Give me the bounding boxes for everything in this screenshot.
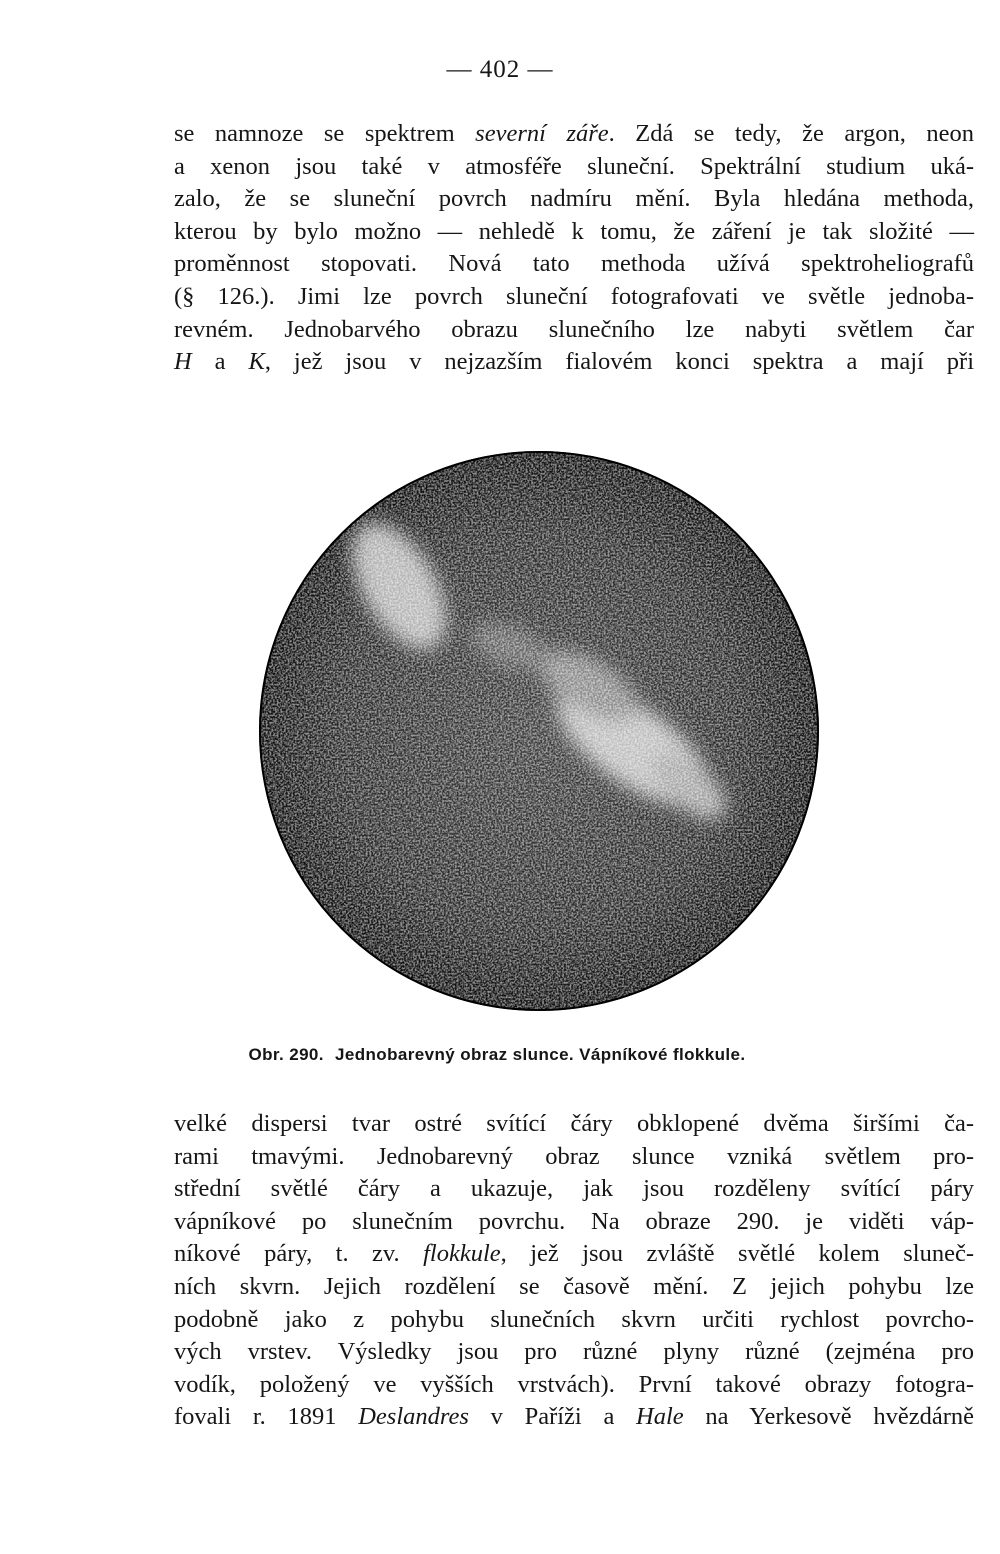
text-line: vých vrstev. Výsledky jsou pro různé plyny různé (zejména pro — [174, 1338, 974, 1366]
italic-term: H — [174, 348, 192, 376]
text-line — [174, 1401, 974, 1434]
text-line: (§ 126.). Jimi lze povrch sluneční fotografovati ve světle jednoba- — [174, 282, 974, 310]
text-line: zalo, že se sluneční povrch nadmíru mění. Byla hledána methoda, — [174, 185, 974, 213]
italic-term: K — [248, 348, 265, 376]
paragraph-bottom — [174, 1108, 974, 1434]
text-line: revném. Jednobarvého obrazu slunečního lze nabyti světlem čar — [174, 315, 974, 343]
text-run: fovali r. 1891 — [174, 1403, 359, 1431]
italic-name: Hale — [636, 1403, 684, 1431]
text-run: v Paříži a — [468, 1403, 637, 1431]
sun-spectroheliogram-image — [259, 446, 819, 1016]
page-number: — 402 — — [446, 56, 554, 83]
text-line: proměnnost stopovati. Nová tato methoda užívá spektroheliografů — [174, 250, 974, 278]
text-line: rami tmavými. Jednobarevný obraz slunce vzniká světlem pro- — [174, 1142, 974, 1170]
sun-disk-photo — [259, 446, 819, 1016]
text-line: vodík, položený ve vyšších vrstvách). První takové obrazy fotogra- — [174, 1370, 974, 1398]
text-run: , jež jsou zvláště světlé kolem sluneč- — [500, 1240, 974, 1268]
text-line: podobně jako z pohybu slunečních skvrn určiti rychlost povrcho- — [174, 1305, 974, 1333]
text-run: . Zdá se tedy, že argon, neon — [608, 120, 974, 147]
text-run: a — [191, 348, 249, 376]
italic-name: Deslandres — [358, 1403, 469, 1431]
text-line: ních skvrn. Jejich rozdělení se časově mění. Z jejich pohybu lze — [174, 1272, 974, 1300]
text-line: kterou by bylo možno — nehledě k tomu, že záření je tak složité — — [174, 217, 974, 245]
figure-caption — [0, 1045, 1000, 1065]
text-line: střední světlé čáry a ukazuje, jak jsou rozděleny svítící páry — [174, 1175, 974, 1203]
text-line: a xenon jsou také v atmosféře sluneční. Spektrální studium uká- — [174, 152, 974, 180]
text-line — [174, 1238, 974, 1271]
text-run: , jež jsou v nejzazším fialovém konci spektra a mají při — [264, 348, 975, 376]
italic-term: flokkule — [423, 1240, 501, 1268]
text-line: velké dispersi tvar ostré svítící čáry obklopené dvěma širšími ča- — [174, 1110, 974, 1137]
text-line: vápníkové po slunečním povrchu. Na obraze 290. je viděti váp- — [174, 1207, 974, 1235]
text-run: se namnoze se spektrem — [174, 120, 476, 147]
italic-term: severní záře — [475, 120, 609, 147]
text-run: níkové páry, t. zv. — [174, 1240, 424, 1268]
figure-caption-text: Jednobarevný obraz slunce. Vápníkové flokkule. — [335, 1045, 746, 1064]
text-line — [174, 118, 974, 151]
text-line — [174, 346, 974, 379]
figure-label: Obr. 290. — [248, 1045, 324, 1064]
text-run: na Yerkesově hvězdárně — [683, 1403, 974, 1431]
paragraph-top — [174, 118, 974, 379]
